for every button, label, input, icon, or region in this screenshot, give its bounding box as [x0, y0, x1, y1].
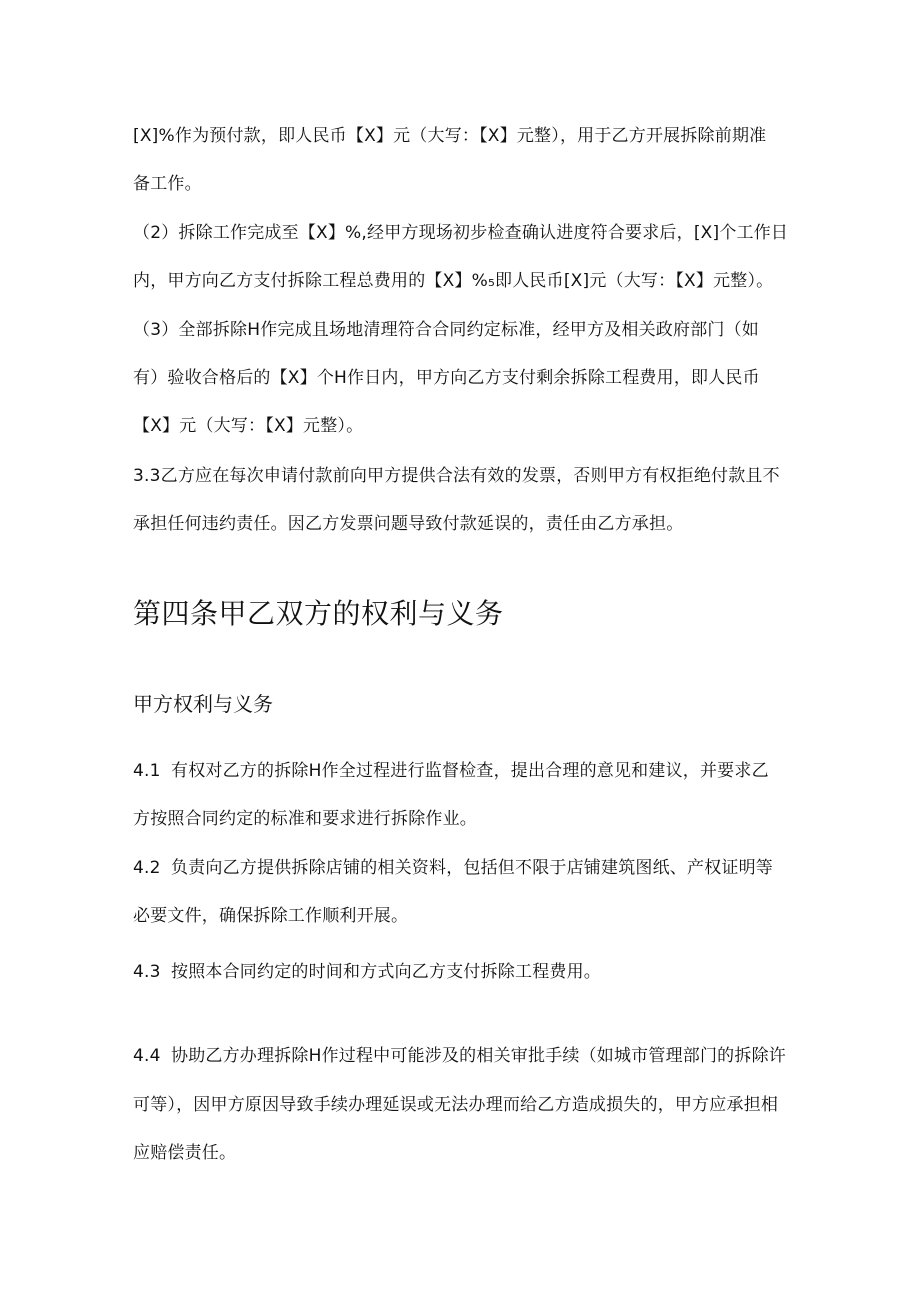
clause-3-3-line1: 3.3乙方应在每次申请付款前向甲方提供合法有效的发票，否则甲方有权拒绝付款且不 — [133, 466, 780, 486]
clause-4-4-line1 — [133, 1045, 786, 1067]
clause-4-4-line2: 可等），因甲方原因导致手续办理延误或无法办理而给乙方造成损失的，甲方应承担相 — [133, 1095, 779, 1115]
clause-3-3-line2: 承担任何违约责任。因乙方发票问题导致付款延误的，责任由乙方承担。 — [133, 514, 684, 534]
clause-4-1-line1 — [133, 760, 769, 782]
payment-p1-line2: 备工作。 — [133, 174, 202, 194]
article-4-title: 第四条甲乙双方的权利与义务 — [133, 597, 504, 630]
payment-p2-line2: 内，甲方向乙方支付拆除工程总费用的【X】%₅即人民币[X]元（大写：【X】元整）。 — [133, 271, 774, 291]
clause-4-3-text: 按照本合同约定的时间和方式向乙方支付拆除工程费用。 — [171, 962, 601, 982]
clause-4-3-line1 — [133, 961, 601, 983]
clause-4-1-number: 4.1 — [133, 761, 161, 781]
clause-4-1-line2: 方按照合同约定的标准和要求进行拆除作业。 — [133, 809, 477, 829]
clause-4-4-number: 4.4 — [133, 1046, 161, 1066]
payment-p2-line1: （2）拆除工作完成至【X】%,经甲方现场初步检查确认进度符合要求后，[X]个工作日 — [133, 223, 789, 243]
clause-4-4-line3: 应赔偿责任。 — [133, 1143, 237, 1163]
clause-4-2-line2: 必要文件，确保拆除工作顺利开展。 — [133, 906, 409, 926]
clause-4-4-text: 协助乙方办理拆除H作过程中可能涉及的相关审批手续（如城市管理部门的拆除许 — [171, 1046, 786, 1066]
clause-4-2-line1 — [133, 857, 773, 879]
payment-p3-line2: 有）验收合格后的【X】个H作日内，甲方向乙方支付剩余拆除工程费用，即人民币 — [133, 368, 760, 388]
clause-4-1-text: 有权对乙方的拆除H作全过程进行监督检查，提出合理的意见和建议，并要求乙 — [171, 761, 769, 781]
clause-4-2-number: 4.2 — [133, 858, 161, 878]
payment-p1-line1: [X]%作为预付款，即人民币【X】元（大写：【X】元整），用于乙方开展拆除前期准 — [133, 126, 767, 146]
payment-p3-line1: （3）全部拆除H作完成且场地清理符合合同约定标准，经甲方及相关政府部门（如 — [133, 320, 759, 340]
payment-p3-line3: 【X】元（大写：【X】元整）。 — [133, 416, 364, 436]
clause-4-2-text: 负责向乙方提供拆除店铺的相关资料，包括但不限于店铺建筑图纸、产权证明等 — [171, 858, 773, 878]
clause-4-3-number: 4.3 — [133, 962, 161, 982]
party-a-rights-subtitle: 甲方权利与义务 — [133, 692, 273, 716]
